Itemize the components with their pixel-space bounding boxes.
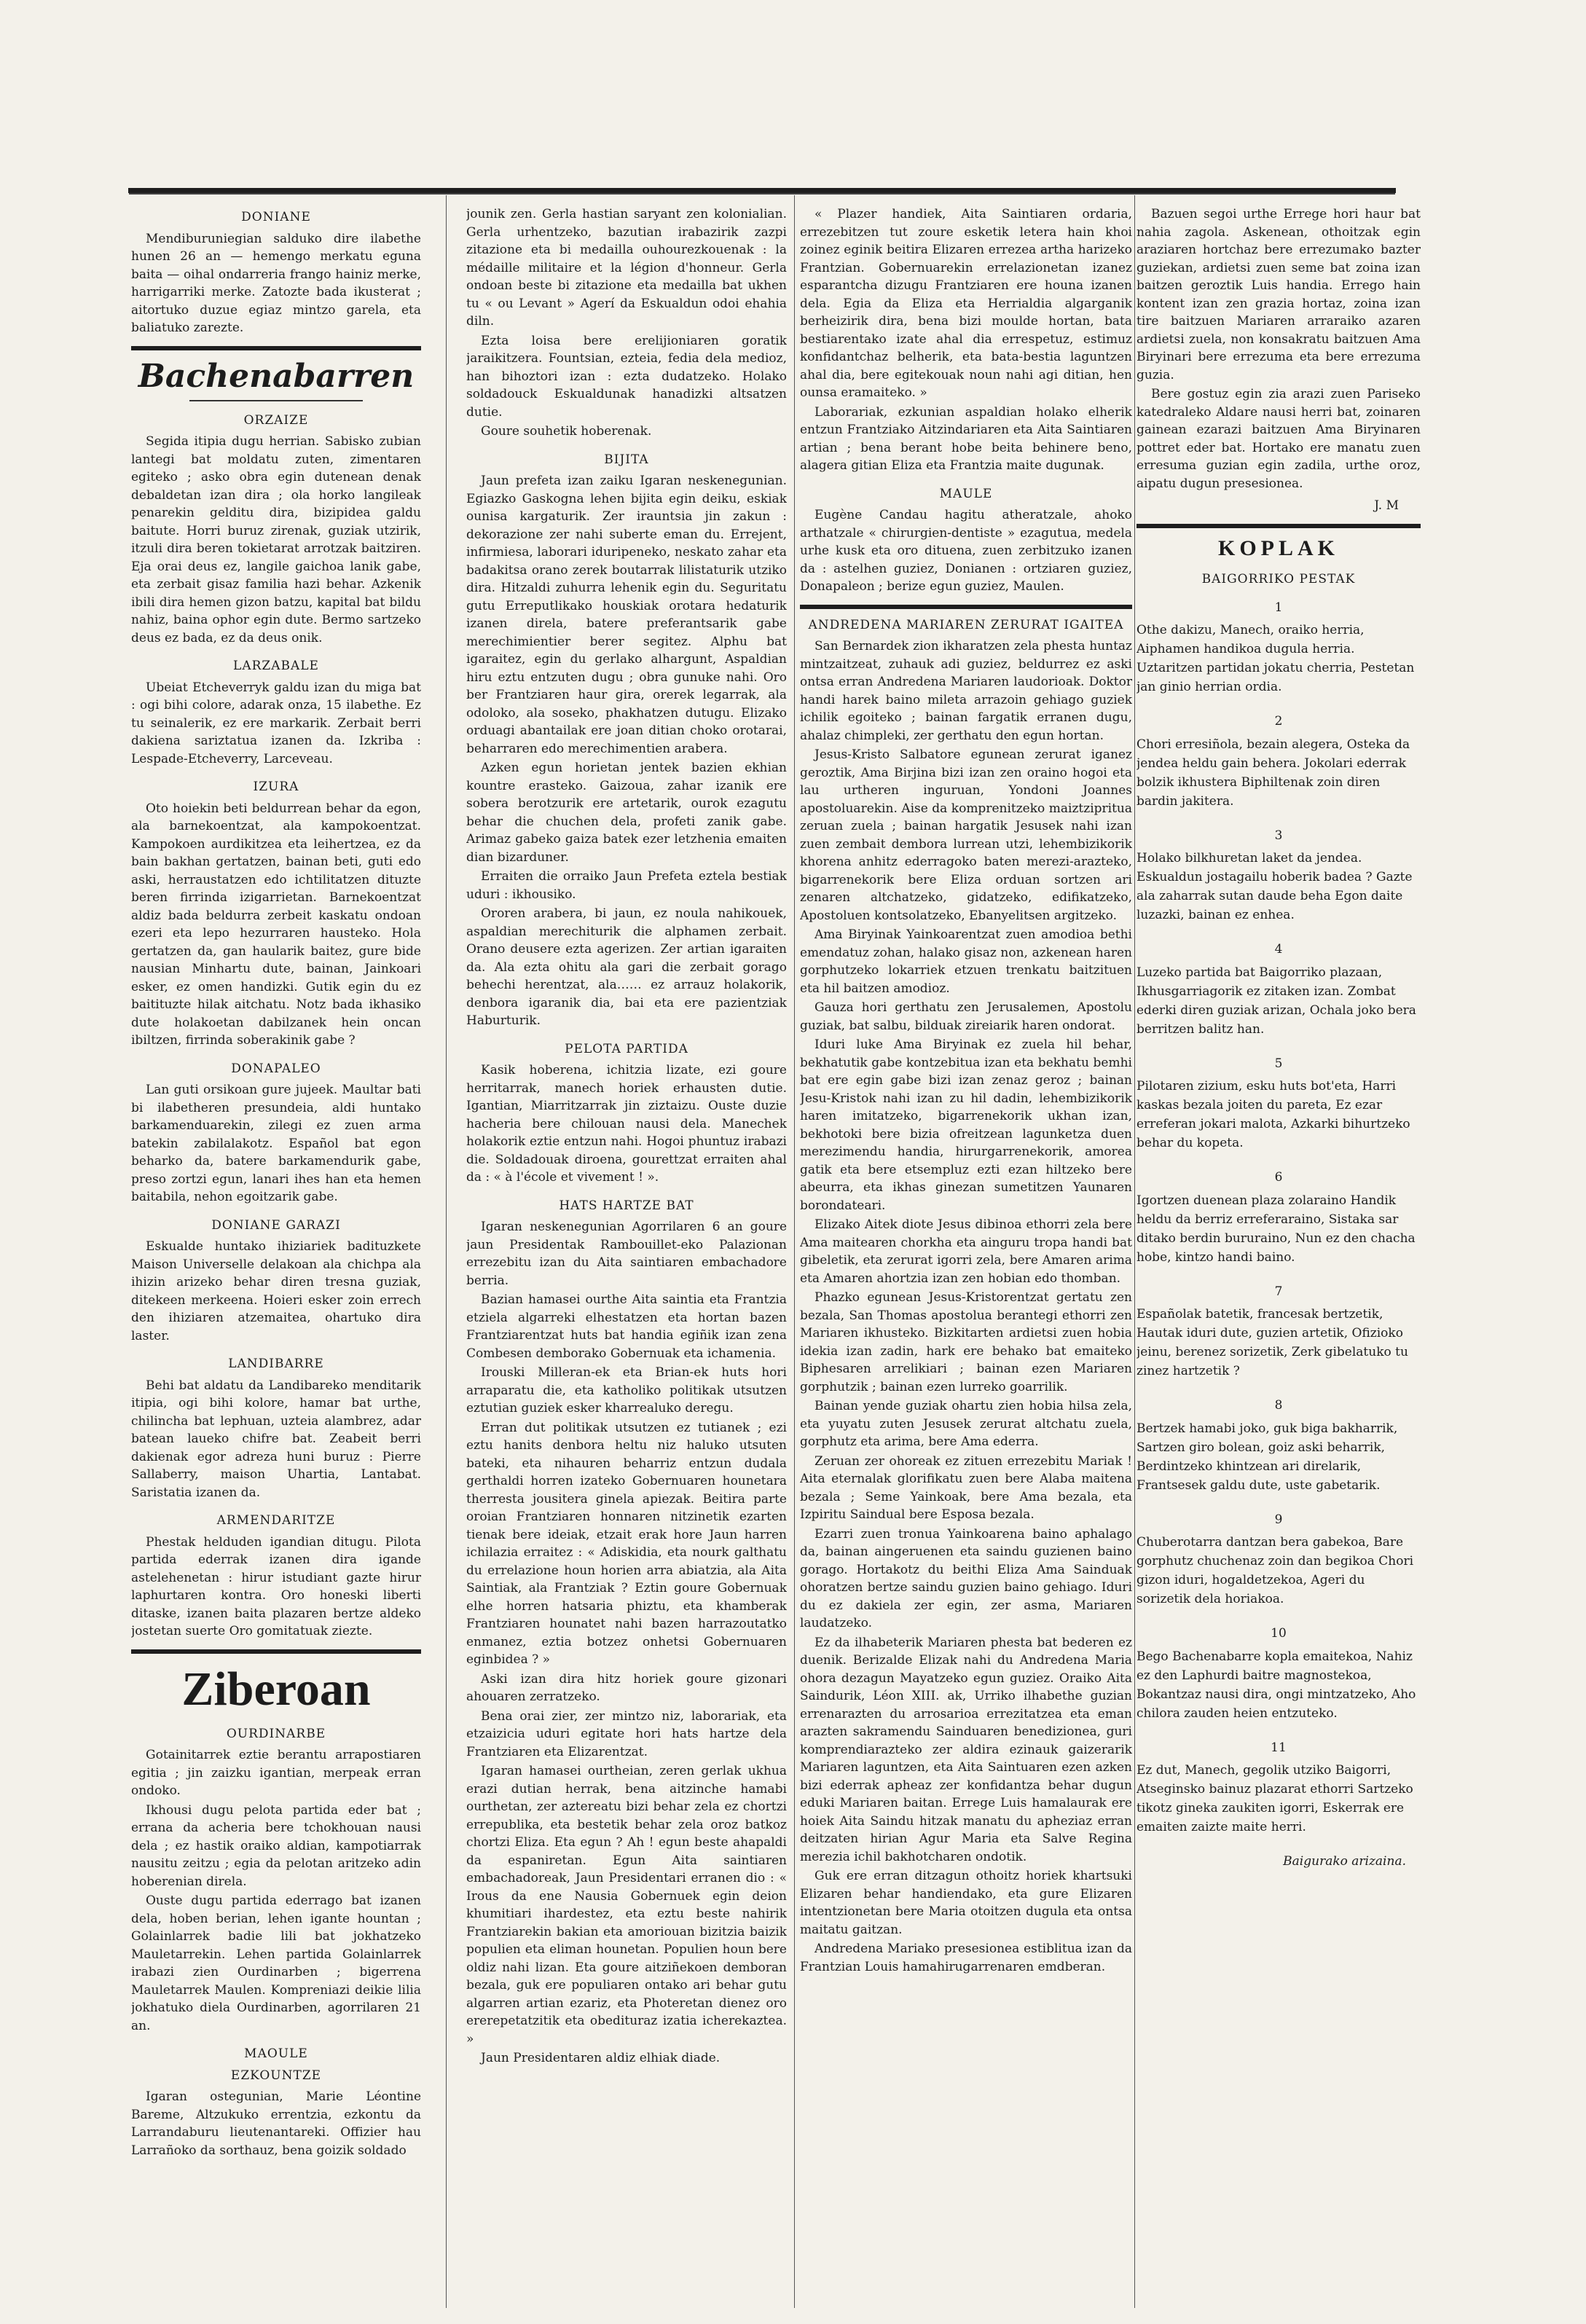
- article-text: Phestak helduden igandian ditugu. Pilota partida ederrak izanen dira igande astelehenetan : hirur istudiant gazte hirur laphurtaren kontra. Oro honeski liberti ditaske, izanen baita plazaren bertze aldeko jostetan suerte Oro gomitatuak ziezte.: [131, 1534, 421, 1638]
- article-text: Bainan yende guziak ohartu zien hobia hilsa zela, eta yuyatu zuten Jesusek zerurat altchatu zuela, gorphutz eta arima, bere Ama ederra.: [800, 1399, 1132, 1449]
- article-text: Guk ere erran ditzagun othoitz horiek khartsuki Elizaren behar handiendako, eta gure Elizaren intentzionetan bere Maria otoitzen dugula eta ontsa maitatu gaitzan.: [800, 1869, 1132, 1937]
- verse: Luzeko partida bat Baigorriko plazaan, Ikhusgarriagorik ez zitaken izan. Zombat ederki diren guziak arizan, Ochala joko bera berritzen balitz han.: [1136, 965, 1416, 1037]
- verse-number: 9: [1274, 1512, 1283, 1527]
- signature: J. M: [1374, 498, 1399, 513]
- section-heading: MAULE: [939, 486, 993, 501]
- section-heading: BAIGORRIKO PESTAK: [1201, 572, 1356, 586]
- article-text: Behi bat aldatu da Landibareko menditarik itipia, ogi bihi kolore, hamar bat urthe, chilincha bat lephuan, uzteia alambrez, adar batean laueko chifre bat. Zeabeit berri dakienak egor adreza huni buruz : Pierre Sallaberry, maison Uhartia, Lantabat. Saristatia izanen da.: [131, 1378, 421, 1500]
- article-text: Bazian hamasei ourthe Aita saintia eta Frantzia etziela algarreki elhestatzen eta hortan bazen Frantziarentzat huts bat handia egiñik izan zena Combesen demborako Gobernuak eta ichamenia.: [466, 1292, 787, 1361]
- article-text: Ouste dugu partida ederrago bat izanen dela, hoben berian, lehen igante hountan ; Golainlarrek badie lili bat jokhatzeko Mauletarrekin. Lehen partida Golainlarrek irabazi zien Ourdinarben ; bigerrena Mauletarrek Maulen. Kompreniazi deikie lilia jokhatuko diela Ourdinarben, agorrilaren 21 an.: [131, 1893, 421, 2033]
- article-text: Gotainitarrek eztie berantu arrapostiaren egitia ; jin zaizku igantian, merpeak erran ondoko.: [131, 1748, 421, 1798]
- verse: Bego Bachenabarre kopla emaitekoa, Nahiz ez den Laphurdi baitre magnostekoa, Bokantzaz nausi dira, ongi mintzatzeko, Aho chilora zauden heien entzuteko.: [1136, 1649, 1416, 1721]
- verse: Españolak batetik, francesak bertzetik, Hautak iduri dute, guzien artetik, Ofizioko jeinu, berenez sorizetik, Zerk gibelatuko tu zinez hartzetik ?: [1136, 1307, 1408, 1378]
- article-text: Phazko egunean Jesus-Kristorentzat gertatu zen bezala, San Thomas apostolua berantegi ethorri zen Mariaren ikhusteko. Bizkitarten ardietsi zuen hobia idekia izan zadin, hark ere behako bat emaiteko Biphesaren arrelikiari ; bainan ezen Mariaren gorphutzik ; bainan ezen lurreko goarrilik.: [800, 1290, 1132, 1394]
- article-text: Jesus-Kristo Salbatore egunean zerurat iganez geroztik, Ama Birjina bizi izan zen oraino hogoi eta lau urtheren inguruan, Yondoni Joannes apostoluarekin. Aise da komprenitzeko maiztzipritua zeruan zuela ; bainan hargatik Jesusek nahi izan zuen zembait dembora lurrean utzi, lehembizikorik khorena anhitz ederragoko baten merezi-arazteko, bigarrenekorik bere Eliza orduan sortzen ari zenaren altchatzeko, gidatzeko, edifikatzeko, Apostoluen kontsolatzeko, Ebanyelitsen argitzeko.: [800, 747, 1132, 923]
- verse-number: 5: [1274, 1056, 1283, 1071]
- article-text: San Bernardek zion ikharatzen zela phesta huntaz mintzaitzeat, zuhauk adi guziez, beldurrez ez aski ontsa erran Andredena Mariaren laudorioak. Doktor handi harek baino mileta arrazoin gehiago guziek ichilik egoiteko ; bainan fargatik erranen dugu, ahalaz chimpleki, zer gerthatu den egun hortan.: [800, 639, 1132, 743]
- verse: Ez dut, Manech, gegolik utziko Baigorri, Atseginsko bainuz plazarat ethorri Sartzeko tikotz gineka zaukiten igorri, Eskerrak ere emaiten zaizte maite herri.: [1136, 1763, 1413, 1834]
- article-text: Gauza hori gerthatu zen Jerusalemen, Apostolu guziak, bat salbu, bilduak zireiarik haren ondorat.: [800, 1000, 1132, 1033]
- section-rule: [131, 346, 421, 350]
- article-text: Jaun prefeta izan zaiku Igaran neskenegunian. Egiazko Gaskogna lehen bijita egin deiku, eskiak ounisa kargaturik. Zer irauntsia jin zakun : dekorazione zer nahi suberte eman du. Errejent, infirmiesa, laborari iduripeneko, neskato zahar eta badakitsa orano zerek boutarrak lilistaturik utziko dira. Hitzaldi zuhurra lehenik egin du. Seguritatu gutu Erreputlikako houskiak orotara hedaturik izanen direla, batere preferantsarik gabe merechimientier berer segitez. Alphu bat igaraitez, egin du gerlako alhargunt, Aspaldian hiru eztu entzuten dugu ; obra gunuke nahi. Oro ber Frantziaren haur gira, orerek legarrak, ala odoloko, ala soseko, phakhatzen dutugu. Elizako orduagi abantailak ere joan ditian choko orotarai, beharraren edo merechimentien arabera.: [466, 474, 787, 756]
- article-text: Segida itipia dugu herrian. Sabisko zubian lantegi bat moldatu zuten, zimentaren egiteko ; asko obra egin dutenean denak debaldetan izan dira ; ola horko langileak penarekin gelditu dira, bizipidea galdu baitute. Horri buruz zirenak, guziak utzirik, itzuli dira beren tokietarat arrotzak baitziren. Eja orai deus ez, langile gaichoa lanik gabe, eta zerbait gisaz familia hazi behar. Azkenik ibili dira hemen gizon batzu, kapital bat bildu nahiz, baina ophor egin dute. Bermo sartzeko deus ez bada, ez da deus onik.: [131, 434, 421, 645]
- section-heading: ARMENDARITZE: [216, 1513, 336, 1528]
- section-rule: [800, 605, 1132, 609]
- article-text: Ororen arabera, bi jaun, ez noula nahikouek, aspaldian merechiturik die alphamen zerbait. Orano deusere ezta agerizen. Zer artian igaraiten da. Ala ezta ohitu ala gari die zerbait gorago behechi herentzat, ala…… ez arrauz holakorik, denbora igaranik dia, bai eta ere pazientziak Haburturik.: [466, 906, 787, 1028]
- article-text: Eugène Candau hagitu atheratzale, ahoko arthatzale « chirurgien-dentiste » ezagutua, medela urhe kusk eta oro dituena, zuen zerbitzuko izanen da : astelhen guziez, Donianen : ortziaren guziez, Donapaleon ; berize egun guziez, Maulen.: [800, 508, 1132, 594]
- article-text: Goure souhetik hoberenak.: [481, 424, 652, 439]
- top-rule: [128, 188, 1396, 193]
- article-text: Aski izan dira hitz horiek goure gizonari ahouaren zerratzeko.: [466, 1671, 787, 1704]
- article-text: Ama Biryinak Yainkoarentzat zuen amodioa bethi emendatuz zohan, halako gisaz non, azkenean haren gorphutzeko lokarriek etzuen trenkatu baitzituen eta hil baitzen amodioz.: [800, 927, 1132, 996]
- verse: Chuberotarra dantzan bera gabekoa, Bare gorphutz chuchenaz zoin dan begikoa Chori gizon iduri, hogaldetzekoa, Ageri du sorizetik dela horiakoa.: [1136, 1535, 1414, 1606]
- verse-number: 1: [1274, 600, 1283, 615]
- verse-number: 10: [1271, 1626, 1287, 1641]
- section-title: KOPLAK: [1217, 535, 1339, 560]
- section-rule: [1136, 524, 1421, 528]
- verse-number: 4: [1274, 942, 1283, 957]
- article-text: Igaran neskenegunian Agorrilaren 6 an goure jaun Presidentak Rambouillet-eko Palazionan errezebitu izan du Aita saintiaren embachadore berria.: [466, 1220, 787, 1288]
- column-divider: [446, 195, 447, 2308]
- article-text: Laborariak, ezkunian aspaldian holako elherik entzun Frantziako Aitzindariaren eta Aita Saintiaren artian ; bena berant hobe beita behinere beno, alagera gitian Eliza eta Frantzia maite dugunak.: [800, 404, 1132, 473]
- article-text: Ezta loisa bere erelijioniaren goratik jaraikitzera. Fountsian, ezteia, fedia dela medioz, han bihoztori izan : ezta dudatzeko. Holako soldadouck Eskualdunak hanadizki altsatzen dutie.: [466, 333, 787, 420]
- section-heading: ORZAIZE: [243, 412, 309, 428]
- section-heading: DONIANE GARAZI: [211, 1217, 341, 1233]
- verse-number: 7: [1274, 1284, 1283, 1299]
- verse: Igortzen duenean plaza zolaraino Handik heldu da berriz erreferaraino, Sistaka sar ditako berdin bururaino, Nun ez den chacha hobe, kintzo handi baino.: [1136, 1193, 1416, 1265]
- poem: [1136, 599, 1421, 1837]
- article-text: Bena orai zier, zer mintzo niz, laborariak, eta etzaizicia uduri egitate hori hats hartze dela Frantziaren eta Elizarentzat.: [466, 1708, 787, 1759]
- verse: Chori erresiñola, bezain alegera, Osteka da jendea heldu gain behera. Jokolari ederrak bolzik ikhustera Biphiltenak zoin diren bardin jakitera.: [1136, 737, 1410, 809]
- verse: Othe dakizu, Manech, oraiko herria, Aiphamen handikoa dugula herria. Uztaritzen partidan jokatu cherria, Pestetan jan ginio herrian ordia.: [1136, 623, 1415, 694]
- article-text: Ubeiat Etcheverryk galdu izan du miga bat : ogi bihi colore, adarak onza, 15 ilabethe. Ez tu seinalerik, ez ere markarik. Zerbait berri dakiena sariztatua izanen da. Izkriba : Lespade-Etcheverry, Larceveau.: [131, 680, 421, 766]
- article-text: jounik zen. Gerla hastian saryant zen kolonialian. Gerla urhentzeko, bazutian irabazirik zazpi zitazione eta bi medailla ouhourezkouenak : la médaille militaire et la légion d'honneur. Gerla ondoan beste bi zitazione eta medailla bat ukhen tu « ou Levant » Agerí da Eskualdun odoi ehahia diln.: [466, 207, 787, 329]
- article-text: Erraiten die orraiko Jaun Prefeta eztela bestiak uduri : ikhousiko.: [466, 869, 787, 902]
- verse: Pilotaren zizium, esku huts bot'eta, Harri kaskas bezala joiten du pareta, Ez ezar erreferan jokari malota, Azkarki bihurtzeko behar du kopeta.: [1136, 1079, 1410, 1150]
- verse-number: 2: [1274, 714, 1283, 729]
- article-text: Ikhousi dugu pelota partida eder bat ; errana da acheria bere tchokhouan nausi dela ; ez hastik oraiko aldian, kampotiarrak nausitu zeitzu ; egia da pelotan aritzeko adin hoberenian direla.: [131, 1802, 421, 1889]
- divider: [189, 400, 364, 401]
- section-heading: BIJITA: [604, 452, 649, 467]
- article-text: Elizako Aitek diote Jesus dibinoa ethorri zela bere Ama maitearen chorkha eta ainguru tropa handi bat gibeletik, eta zerurat igorri zela, bere Amaren arima eta Amaren ahortzia izan zen hobian edo thomban.: [800, 1217, 1132, 1286]
- article-text: Ezarri zuen tronua Yainkoarena baino aphalago da, bainan aingeruenen eta saindu guzienen baino gorago. Hortakotz du beithi Eliza Ama Sainduak ohoratzen bertze saindu guzien baino gehiago. Iduri du ez dakiela zer egin, zer asma, Mariaren laudatzeko.: [800, 1526, 1132, 1630]
- verse-number: 3: [1274, 828, 1283, 843]
- column-2: [466, 205, 787, 2304]
- section-heading: HATS HARTZE BAT: [559, 1198, 694, 1213]
- article-text: Eskualde huntako ihiziariek badituzkete Maison Universelle delakoan ala chichpa ala ihizin arizeko behar diren tresna guziak, ditekeen merkeena. Hoieri esker zoin errech den ihiziaren atzemaitea, ohartuko dira laster.: [131, 1239, 421, 1343]
- article-text: Igaran ostegunian, Marie Léontine Bareme, Altzukuko errentzia, ezkontu da Larrandaburu lieutenantareki. Offizier hau Larrañoko da sorthauz, bena goizik soldado: [131, 2089, 421, 2158]
- section-heading: DONIANE: [241, 210, 311, 224]
- article-text: Erran dut politikak utsutzen ez tutianek ; ezi eztu hanits denbora heltu niz haluko utsuten bateki, eta nihauren beharriz entzun dudala gerthaldi horren izateko Gobernuaren hounetara therresta jousitera ginela apiezak. Beitira parte oroian Frantziaren honnaren nitzinetik ezarten tienak bere ideiak, etzait erak hore Jaun harren ichilazia erraitez : « Adiskidia, eta nourk galthatu du errelazione houn horien arra abiatzia, ala Aita Saintiak, ala Frantziak ? Eztin goure Gobernuak elhe horren hatsaria phiztu, eta khamberak Frantziaren hounatet nahi bazen harrazoutatko enmanez, eztia botzez onhetsi Gobernuaren eginbidea ? »: [466, 1420, 787, 1667]
- section-heading: OURDINARBE: [226, 1726, 326, 1741]
- article-text: Azken egun horietan jentek bazien ekhian kountre erasteko. Gaizoua, zahar izanik ere sobera berotzurik ere artetarik, ourok ezagutu behar die chuchen dela, profeti zanik gabe. Arimaz gabeko gaiza batek ezer letzhenia emaiten dian bizarduner.: [466, 761, 787, 865]
- section-subheading: EZKOUNTZE: [230, 2068, 322, 2083]
- article-text: Iduri luke Ama Biryinak ez zuela hil behar, bekhatutik gabe kontzebitua izan eta bekhatu bemhi bat ere egin gabe bizi izan zenaz geroz ; bainan Jesu-Kristok nahi izan zu hil dadin, lehembizikorik haren imitatzeko, bigarrenekorik ukhan izan, bekhotoki bere bizia ofreitzean lagunketza duen merezimendu handia, hirurgarrenekorik, amorea gatik eta bere etsempluz ezti ezan hiltzeko bere abeurra, eta ikhas ginezan sumetitzen Yaunaren borondateari.: [800, 1037, 1132, 1213]
- region-title: Bachenabarren: [138, 357, 415, 395]
- verse: Holako bilkhuretan laket da jendea. Eskualdun jostagailu hoberik badea ? Gazte ala zaharrak sutan daude beha Egon daite luzazki, bainan ez enhea.: [1136, 851, 1413, 922]
- article-text: « Plazer handiek, Aita Saintiaren ordaria, errezebitzen tut zoure esketik letera hain khoi zoinez eginik beitira Elizaren errezea artha harizeko Frantzian. Gobernuarekin errelazionetan izanez esparantcha dizugu Frantziaren ere houna izanen dela. Egia da Eliza eta Herrialdia algarganik berheizirik dira, bena bizi moulde hortan, bata bestiarentako izate ahal dia errespetuz, estimuz konfidantchaz belherik, eta bata-bestia laguntzen ahal dia, bere egitekouak noun nahi agi ditian, hen ounsa eramaiteko. »: [800, 207, 1132, 400]
- article-text: Bazuen segoi urthe Errege hori haur bat nahia zagola. Askenean, othoitzak egin araziaren hortchaz bere errezumako bazter guziekan, ardietsi zuen seme bat zoina izan baitzen geroztik Luis handia. Errego hain kontent izan zen grazia hortaz, zoina izan tire baitzuen Mariaren arraraiko azaren ardietsi zuela, non konsakratu baitzuen Ama Biryinari bere errezuma eta bere errezuma guzia.: [1136, 207, 1421, 382]
- section-heading: IZURA: [253, 780, 299, 794]
- verse-number: 6: [1274, 1170, 1283, 1185]
- section-rule: [131, 1649, 421, 1654]
- section-heading: PELOTA PARTIDA: [565, 1041, 688, 1056]
- article-text: Kasik hoberena, ichitzia lizate, ezi goure herritarrak, manech horiek erhausten dutie. Igantian, Miarritzarrak jin ziztaizu. Ouste duzie hacheria bere chilouan nausi dela. Manechek holakorik eztie entzun nahi. Hogoi phuntuz irabazi die. Soldadouak diroena, gourettzat erraiten ahal da : « à l'école et vivement ! ».: [466, 1063, 787, 1185]
- column-3: [800, 205, 1132, 2304]
- section-heading: LARZABALE: [233, 659, 319, 673]
- column-divider: [794, 195, 795, 2308]
- article-text: Oto hoiekin beti beldurrean behar da egon, ala barnekoentzat, ala kampokoentzat. Kampokoen aurdikitzea eta leihertzea, ez da bain bakhan gertatzen, bainan beti, guti edo aski, herraustatzen edo ichtilitatzen dituzte beren firrinda izigarrietan. Barnekoentzat aldiz bada beldurra zerbeit kaskatu ondoan ezeri eta lepo hezurraren hausteko. Hola gertatzen da, gan haularik baitez, gure bide nausian Minhartu dute, bainan, Jainkoari esker, ez omen handizki. Gutik egin du ez baitituzte hilak aitchatu. Notz bada ikhasiko dute holakoetan dabilzanek hein oncan ibiltzen, firrinda soberakinik gabe ?: [131, 801, 421, 1048]
- verse-number: 8: [1274, 1398, 1283, 1413]
- verse: Bertzek hamabi joko, guk biga bakharrik, Sartzen giro bolean, goiz aski beharrik, Berdintzeko khintzean ari direlarik, Frantsesek galdu dute, uste gabetarik.: [1136, 1421, 1398, 1493]
- article-text: Lan guti orsikoan gure jujeek. Maultar bati bi ilabetheren presundeia, aldi huntako barkamenduarekin, zilegi ez zuen arma batekin zabilalakotz. Español bat egon beharko da, batere barkamendurik gabe, preso zortzi egun, lanari ihes han eta hemen baitabila, nehon egoitzarik gabe.: [131, 1083, 421, 1204]
- section-heading: DONAPALEO: [231, 1061, 321, 1076]
- region-title: Ziberoan: [181, 1662, 371, 1716]
- signature: Baigurako arizaina.: [1283, 1854, 1406, 1869]
- article-text: Andredena Mariako presesionea estiblitua izan da Frantzian Louis hamahirugarrenaren emdberan.: [800, 1942, 1132, 1974]
- column-1: [131, 205, 421, 2304]
- article-text: Ez da ilhabeterik Mariaren phesta bat bederen ez duenik. Berizalde Elizak nahi du Andredena Maria ohora dezagun Mayatzeko egun guziez. Oraiko Aita Saindurik, Léon XIII. ak, Urriko ilhabethe guzian errenarazten du arrosarioa errezitatzea eta eman arazten sakramendu Sainduaren benedizionea, guri komprendiarazteko zer aldira ezinauk gaizerarik Mariaren laguntzen, eta Aita Saintuaren ezen azken bizi ederrak apheaz zer konfidantza behar dugun eduki Mariaren baitan. Errege Luis hamalaurak ere hoiek Aita Saindu hitzak manatu du apheziaz erran deitzaten hirian Agur Maria eta Salve Regina merezia ichil bakhotcharen ondotik.: [800, 1635, 1132, 1864]
- column-4: [1136, 205, 1421, 2304]
- article-text: Bere gostuz egin zia arazi zuen Pariseko katedraleko Aldare nausi herri bat, zoinaren gainean ezarazi baitzuen Ama Biryinaren pottret eder bat. Hortako ere manatu zuen erresuma guzian egin zadila, urthe oroz, aipatu dugun presesionea.: [1136, 387, 1421, 491]
- article-text: Irouski Milleran-ek eta Brian-ek huts hori arraparatu die, eta katholiko politikak utsutzen eztutian guziek esker kharrealuko deregu.: [466, 1365, 787, 1416]
- verse-number: 11: [1271, 1740, 1287, 1755]
- section-heading: ANDREDENA MARIAREN ZERURAT IGAITEA: [808, 617, 1124, 632]
- article-text: Jaun Presidentaren aldiz elhiak diade.: [481, 2051, 721, 2065]
- section-heading: LANDIBARRE: [228, 1357, 324, 1371]
- section-heading: MAOULE: [244, 2046, 308, 2061]
- column-divider: [1134, 195, 1135, 2308]
- article-text: Igaran hamasei ourtheian, zeren gerlak ukhua erazi dutian herrak, bena aitzinche hamabi ourthetan, zer aztereatu bizi behar zela ez chortzi errepublika, eta bestetik behar zela oroz batkoz chortzi Eliza. Eta egun ? Ah ! egun beste ahapaldi da espaniretan. Egun Aita saintiaren embachadoreak, Jaun Presidentari erranen dio : « Irous da ene Nausia Gobernuek egin deion khumitiari ihardestez, eta eztu beste nahirik Frantziarekin bakian eta amoriouan bizitzia baizik populien eta eliman hounetan. Populien houn bere oldiz nahi lizan. Eta goure aitziñekoen demboran bezala, guk ere populiaren ontako ari behar gutu algarren artian ezariz, eta Photeretan dienez oro ererepetatzitik eta obedituraz izatia icherekaztea. »: [466, 1764, 787, 2046]
- article-text: Mendiburuniegian salduko dire ilabethe hunen 26 an — hemengo merkatu eguna baita — oihal ondarreria frango hainiz merke, harrigarriki merke. Zatozte bada ikusterat ; aitortuko duzue egiaz mintzo garela, eta baliatuko zarezte.: [131, 231, 421, 335]
- article-text: Zeruan zer ohoreak ez zituen errezebitu Mariak ! Aita eternalak glorifikatu zuen bere Alaba maitena bezala ; Seme Yainkoak, bere Ama bezala, eta Izpiritu Saindual bere Esposa bezala.: [800, 1453, 1132, 1522]
